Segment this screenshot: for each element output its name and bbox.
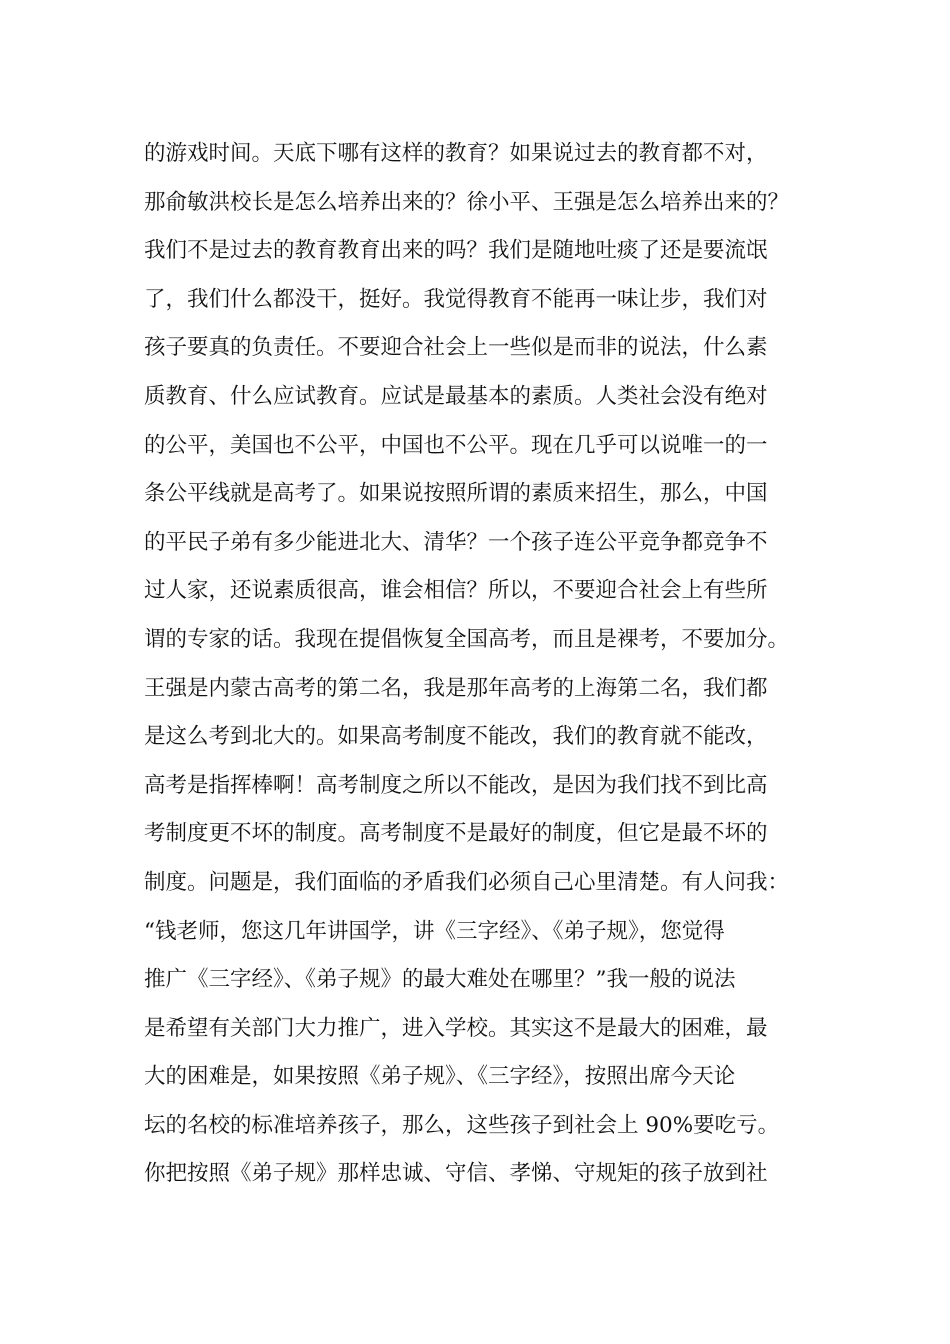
text-line: 你把按照《弟子规》那样忠诚、守信、孝悌、守规矩的孩子放到社 [144, 1161, 768, 1187]
text-line: 的平民子弟有多少能进北大、清华？一个孩子连公平竞争都竞争不 [144, 529, 768, 555]
text-line: 孩子要真的负责任。不要迎合社会上一些似是而非的说法，什么素 [144, 335, 768, 361]
text-line: 是希望有关部门大力推广，进入学校。其实这不是最大的困难，最 [144, 1015, 768, 1041]
text-line: 大的困难是，如果按照《弟子规》、《三字经》，按照出席今天论 [144, 1064, 736, 1090]
text-line: 是这么考到北大的。如果高考制度不能改，我们的教育就不能改， [144, 724, 768, 750]
text-line: 的游戏时间。天底下哪有这样的教育？如果说过去的教育都不对， [144, 141, 768, 166]
text-line: 条公平线就是高考了。如果说按照所谓的素质来招生，那么，中国 [144, 481, 768, 507]
text-line: “钱老师，您这几年讲国学，讲《三字经》、《弟子规》，您觉得 [144, 918, 725, 944]
text-line: 我们不是过去的教育教育出来的吗？我们是随地吐痰了还是要流氓 [144, 238, 768, 264]
text-line: 的公平，美国也不公平，中国也不公平。现在几乎可以说唯一的一 [144, 432, 768, 458]
text-line: 了，我们什么都没干，挺好。我觉得教育不能再一味让步，我们对 [144, 286, 768, 312]
text-line: 王强是内蒙古高考的第二名，我是那年高考的上海第二名，我们都 [144, 675, 768, 701]
text-line: 高考是指挥棒啊！高考制度之所以不能改，是因为我们找不到比高 [144, 772, 768, 798]
text-line: 考制度更不坏的制度。高考制度不是最好的制度，但它是最不坏的 [144, 821, 768, 847]
text-line: 过人家，还说素质很高，谁会相信？所以，不要迎合社会上有些所 [144, 578, 768, 604]
text-line: 制度。问题是，我们面临的矛盾我们必须自己心里清楚。有人问我： [144, 869, 790, 895]
text-line: 那俞敏洪校长是怎么培养出来的？徐小平、王强是怎么培养出来的？ [144, 189, 790, 215]
text-line: 推广《三字经》、《弟子规》的最大难处在哪里？”我一般的说法 [144, 967, 736, 993]
text-line: 坛的名校的标准培养孩子，那么，这些孩子到社会上 90%要吃亏。 [144, 1112, 780, 1138]
text-line: 谓的专家的话。我现在提倡恢复全国高考，而且是裸考，不要加分。 [144, 626, 790, 652]
text-line: 质教育、什么应试教育。应试是最基本的素质。人类社会没有绝对 [144, 383, 768, 409]
body-text [144, 130, 824, 1199]
